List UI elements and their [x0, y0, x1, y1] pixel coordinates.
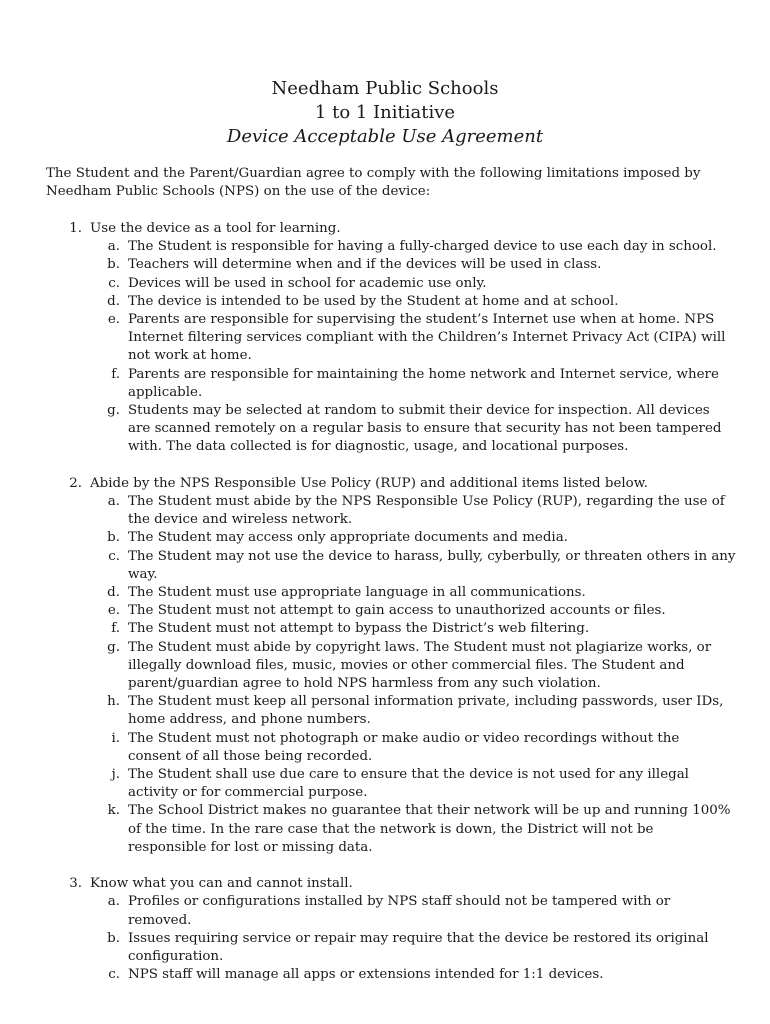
item-letter: a. — [107, 494, 120, 510]
item-text: The Student must keep all personal information private, including passwords, user IDs, home address, and phone numbers. — [128, 694, 724, 728]
list-item — [46, 620, 736, 638]
list-item — [46, 639, 736, 694]
section-number — [46, 475, 90, 493]
list-item — [46, 966, 736, 984]
item-text: The Student must not attempt to bypass the District’s web filtering. — [128, 621, 590, 637]
item-letter: h. — [107, 694, 120, 710]
item-text: Students may be selected at random to submit their device for inspection. All devices are scanned remotely on a regular basis to ensure that security has not been tampered with. The data collected is for diagnostic, usage, and locational purposes. — [128, 403, 722, 455]
list-item — [46, 893, 736, 929]
item-letter: e. — [107, 603, 120, 619]
section-number — [46, 875, 90, 893]
item-letter: d. — [107, 585, 120, 601]
section-items — [46, 893, 736, 984]
list-item — [46, 548, 736, 584]
list-item — [46, 930, 736, 966]
list-item — [46, 311, 736, 366]
item-text: The Student must abide by the NPS Responsible Use Policy (RUP), regarding the use of the device and wireless network. — [128, 494, 725, 528]
list-item — [46, 402, 736, 457]
list-item — [46, 275, 736, 293]
section-heading — [46, 875, 736, 893]
section-number — [46, 220, 90, 238]
section-items — [46, 493, 736, 857]
list-item — [46, 802, 736, 857]
item-letter: c. — [108, 275, 120, 291]
item-text: The Student shall use due care to ensure that the device is not used for any illegal activity or for commercial purpose. — [128, 767, 689, 801]
item-text: The Student is responsible for having a fully-charged device to use each day in school. — [128, 239, 717, 255]
item-letter: a. — [107, 894, 120, 910]
section-items — [46, 238, 736, 456]
list-item — [46, 529, 736, 547]
sections-list — [46, 220, 736, 1003]
item-letter: b. — [107, 257, 120, 273]
document-header — [0, 77, 770, 149]
item-text: Parents are responsible for maintaining the home network and Internet service, where applicable. — [128, 366, 719, 400]
list-item — [46, 293, 736, 311]
item-letter: c. — [108, 967, 120, 983]
list-item — [46, 766, 736, 802]
item-letter: d. — [107, 293, 120, 309]
section-title: Abide by the NPS Responsible Use Policy (RUP) and additional items listed below. — [90, 475, 648, 491]
list-item — [46, 366, 736, 402]
item-letter: g. — [107, 639, 120, 655]
item-letter: a. — [107, 239, 120, 255]
list-item — [46, 602, 736, 620]
item-letter: c. — [108, 548, 120, 564]
item-text: The Student must abide by copyright laws. The Student must not plagiarize works, or illegally download files, music, movies or other commercial files. The Student and parent/guardian agree to hold NPS harmless from any such violation. — [128, 639, 712, 692]
item-letter: f. — [111, 621, 120, 637]
item-text: The Student may not use the device to harass, bully, cyberbully, or threaten others in any way. — [128, 548, 736, 582]
item-text: Profiles or configurations installed by NPS staff should not be tampered with or removed. — [128, 894, 671, 928]
item-text: The Student must not photograph or make audio or video recordings without the consent of all those being recorded. — [128, 730, 680, 764]
item-text: Devices will be used in school for academic use only. — [128, 275, 487, 291]
item-letter: f. — [111, 366, 120, 382]
item-text: The Student must use appropriate language in all communications. — [128, 585, 586, 601]
item-text: The Student may access only appropriate documents and media. — [128, 530, 568, 546]
item-letter: j. — [111, 767, 120, 783]
item-text: NPS staff will manage all apps or extensions intended for 1:1 devices. — [128, 967, 604, 983]
section-title: Know what you can and cannot install. — [90, 876, 353, 892]
initiative-title: 1 to 1 Initiative — [314, 102, 456, 123]
list-item — [46, 584, 736, 602]
item-text: The device is intended to be used by the Student at home and at school. — [128, 293, 619, 309]
section-title: Use the device as a tool for learning. — [90, 221, 341, 236]
section-heading — [46, 475, 736, 493]
section-1 — [46, 220, 736, 457]
section-3 — [46, 875, 736, 984]
item-letter: k. — [107, 803, 120, 819]
section-heading — [46, 220, 736, 238]
section-number-label: 3. — [69, 876, 82, 892]
item-text: The Student must not attempt to gain access to unauthorized accounts or files. — [128, 603, 666, 619]
item-letter: b. — [107, 530, 120, 546]
school-name: Needham Public Schools — [271, 78, 499, 99]
item-text: Parents are responsible for supervising the student’s Internet use when at home. NPS Internet filtering services compliant with the Children’s Internet Privacy Act (CIPA) will not work at home. — [128, 312, 726, 364]
item-letter: e. — [107, 312, 120, 328]
item-text: The School District makes no guarantee that their network will be up and running 100% of the time. In the rare case that the network is down, the District will not be responsible for lost or missing data. — [128, 803, 731, 855]
agreement-title: Device Acceptable Use Agreement — [226, 126, 544, 147]
list-item — [46, 238, 736, 256]
item-text: Teachers will determine when and if the devices will be used in class. — [128, 257, 602, 273]
list-item — [46, 493, 736, 529]
item-text: Issues requiring service or repair may require that the device be restored its original configuration. — [128, 930, 709, 965]
list-item — [46, 730, 736, 766]
intro-paragraph: The Student and the Parent/Guardian agree to comply with the following limitations imposed by Needham Public Schools (NPS) on the use of the device: — [46, 166, 701, 200]
section-number-label: 1. — [69, 221, 82, 236]
section-number-label: 2. — [69, 475, 82, 491]
list-item — [46, 256, 736, 274]
section-2 — [46, 475, 736, 857]
item-letter: g. — [107, 403, 120, 419]
item-letter: i. — [111, 730, 120, 746]
item-letter: b. — [107, 930, 120, 946]
list-item — [46, 693, 736, 729]
